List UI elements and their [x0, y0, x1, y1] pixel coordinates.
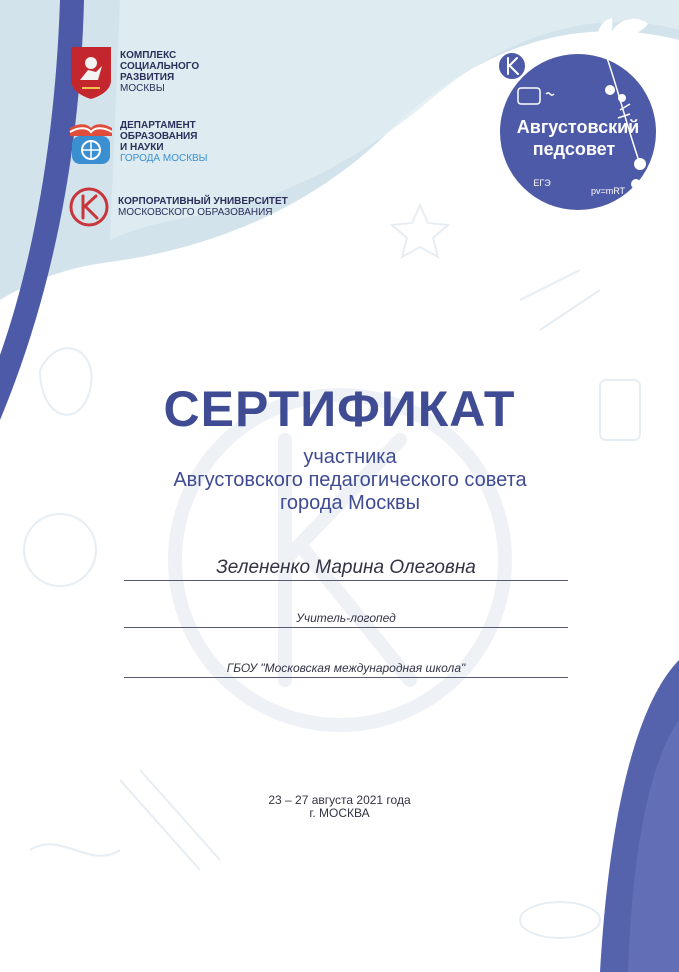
participant-name: Зелененко Марина Олеговна — [124, 556, 568, 581]
subtitle-line: Августовского педагогического совета — [173, 469, 527, 491]
logo-social-development-text: КОМПЛЕКС СОЦИАЛЬНОГО РАЗВИТИЯ МОСКВЫ — [120, 50, 200, 94]
logo-education-department — [68, 116, 208, 168]
certificate-title: СЕРТИФИКАТ — [163, 381, 516, 437]
subtitle-line: участника — [303, 446, 397, 468]
logo-social-development — [68, 44, 199, 100]
corporate-university-icon — [68, 186, 110, 228]
event-dates: 23 – 27 августа 2021 года — [268, 793, 411, 807]
subtitle-line: города Москвы — [280, 492, 420, 514]
participant-position: Учитель-логопед — [124, 610, 568, 628]
certificate-footer — [0, 794, 679, 820]
logo-education-department-text: ДЕПАРТАМЕНТ ОБРАЗОВАНИЯ И НАУКИ ГОРОДА МОСКВЫ — [120, 120, 208, 164]
event-city: г. МОСКВА — [309, 806, 370, 820]
emblem-small1: ЕГЭ — [533, 178, 551, 188]
logo-corporate-university-text: КОРПОРАТИВНЫЙ УНИВЕРСИТЕТ МОСКОВСКОГО ОБРАЗОВАНИЯ — [118, 196, 288, 218]
participant-organization: ГБОУ "Московская международная школа" — [124, 660, 568, 678]
emblem-line1: Августовский — [516, 117, 640, 137]
emblem-line2: педсовет — [532, 139, 616, 159]
emblem-small2: pv=mRT — [590, 186, 626, 196]
education-department-icon — [68, 116, 114, 168]
certificate-subtitle — [100, 446, 600, 515]
moscow-coat-of-arms-icon — [68, 44, 114, 100]
logo-corporate-university — [68, 186, 288, 228]
pedsovet-emblem — [490, 14, 668, 214]
